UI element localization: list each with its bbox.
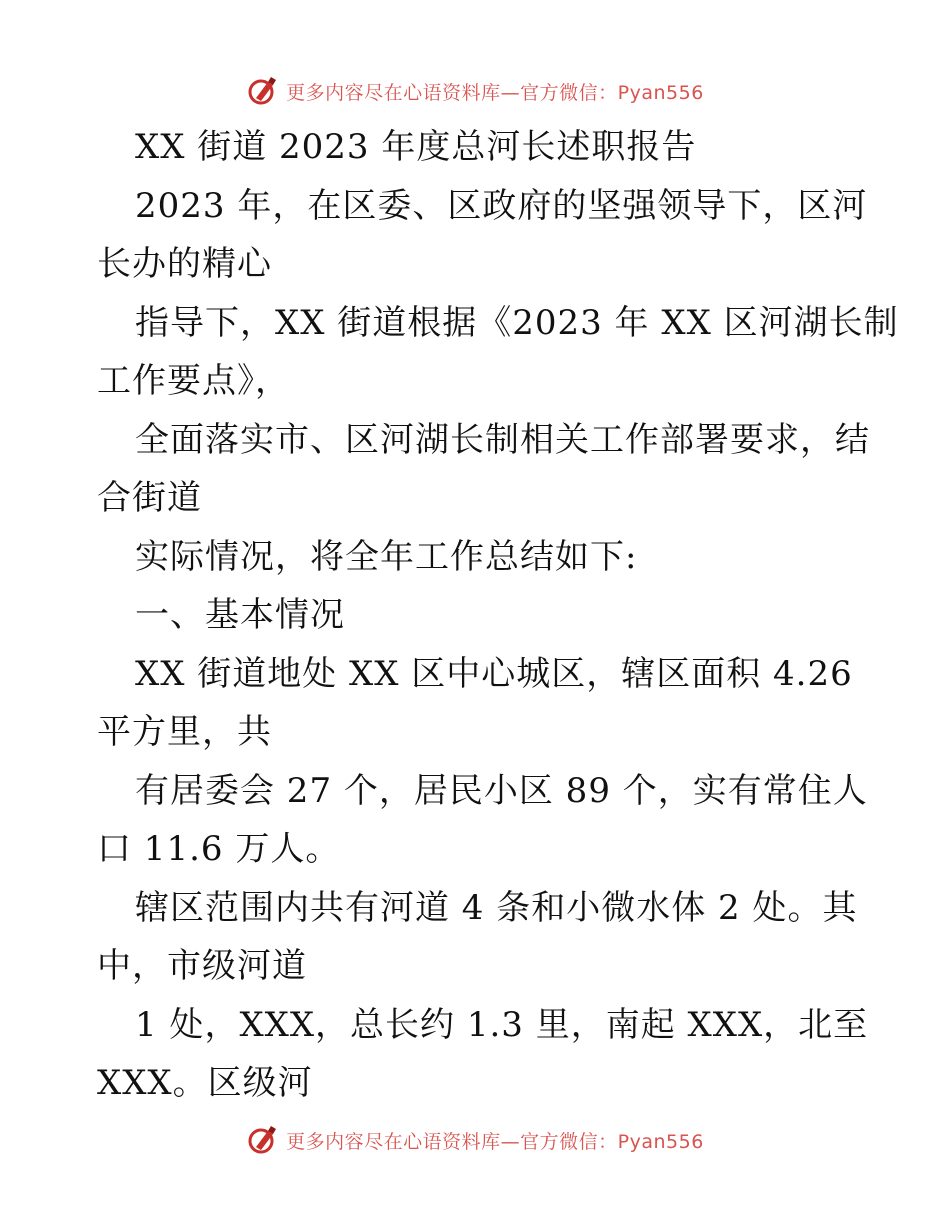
document-line: 口 11.6 万人。 (97, 829, 341, 869)
watermark-text: 更多内容尽在心语资料库—官方微信：Pyan556 (286, 81, 704, 104)
document-line: XX 街道地处 XX 区中心城区，辖区面积 4.26 (135, 653, 853, 694)
document-line: 全面落实市、区河湖长制相关工作部署要求，结 (135, 419, 870, 460)
pen-logo-icon (246, 74, 280, 108)
document-line: 辖区范围内共有河道 4 条和小微水体 2 处。其 (135, 887, 858, 928)
document-line: 中，市级河道 (97, 946, 307, 986)
header-watermark-banner (0, 71, 950, 111)
document-line: 有居委会 27 个，居民小区 89 个，实有常住人 (135, 770, 868, 811)
document-line: XX 街道 2023 年度总河长述职报告 (135, 127, 697, 167)
document-line: 一、基本情况 (135, 595, 345, 635)
document-line: 2023 年，在区委、区政府的坚强领导下，区河 (135, 185, 868, 226)
document-line: 1 处，XXX，总长约 1.3 里，南起 XXX，北至 (135, 1004, 869, 1045)
document-line: XXX。区级河 (97, 1063, 313, 1103)
document-line: 实际情况，将全年工作总结如下: (135, 536, 638, 577)
document-line: 工作要点》， (97, 361, 290, 401)
watermark-text: 更多内容尽在心语资料库—官方微信：Pyan556 (286, 1130, 704, 1153)
document-line: 指导下，XX 街道根据《2023 年 XX 区河湖长制 (135, 302, 899, 343)
document-line: 长办的精心 (97, 244, 272, 284)
document-line: 平方里，共 (97, 712, 272, 752)
pen-logo-icon (246, 1123, 280, 1157)
document-body (97, 118, 899, 1113)
footer-watermark-banner (0, 1120, 950, 1160)
document-line: 合街道 (97, 478, 202, 518)
